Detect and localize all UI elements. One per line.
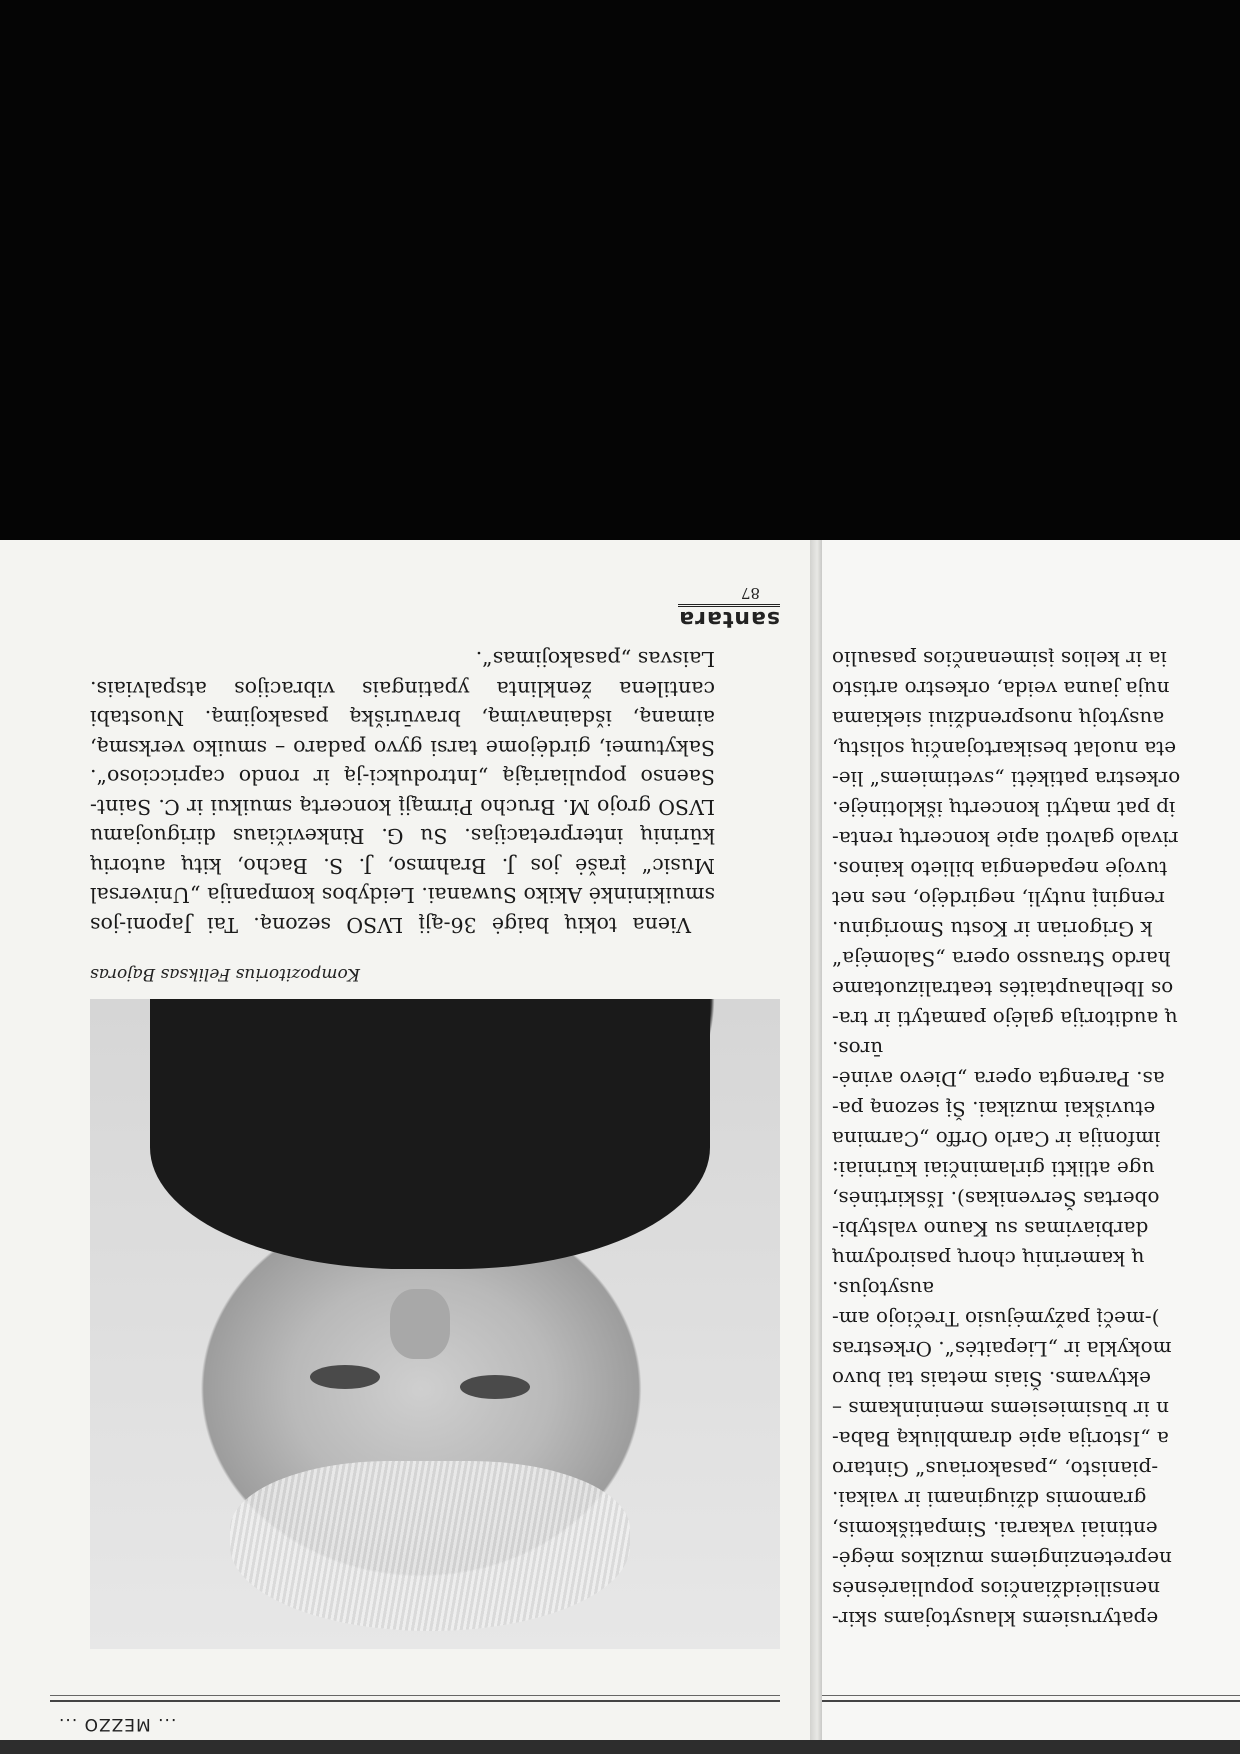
text-line: nensilieidžiančios populiarėsnės <box>832 1577 1160 1601</box>
text-line: ip pat matyti koncertų išklotinėje. <box>832 797 1176 821</box>
text-line: os Ibelhauptaitės teatralizuotame <box>832 977 1174 1001</box>
text-line: ų auditorija galėjo pamatyti ir tra- <box>832 1007 1178 1031</box>
magazine-logo: santara <box>678 606 780 631</box>
text-line: ia ir kelios įsimenančios pasaulio <box>832 647 1167 671</box>
text-line: ausytojus. <box>832 1277 935 1301</box>
book-spread-rotated <box>0 540 1240 1754</box>
running-header: ... MEZZO ... <box>58 1714 177 1734</box>
text-line: uge atlikti girlaminčiai kūriniai: <box>832 1157 1155 1181</box>
photo-eye-detail <box>310 1365 380 1389</box>
page-number: 87 <box>740 584 760 602</box>
book-gutter <box>810 540 822 1754</box>
composer-photo <box>90 999 780 1649</box>
article-body <box>90 644 715 939</box>
text-line: ų kamerinių chorų pasirodymų <box>832 1247 1145 1271</box>
text-line: darbiavimas su Kauno valstybi- <box>832 1217 1149 1241</box>
text-line: -pianisto, „pasakoriaus“ Gintaro <box>832 1457 1159 1481</box>
text-line: epatyrusiems klausytojams skir- <box>832 1607 1159 1631</box>
scanner-background <box>0 0 1240 540</box>
text-line: )-mečį pažymėjusio Trečiojo am- <box>832 1307 1160 1331</box>
text-line: ektyvams. Šiais metais tai buvo <box>832 1367 1152 1391</box>
photo-hair-detail <box>230 1461 630 1631</box>
body-paragraph: Viena tokių baigė 36-ąjį LVSO sezoną. Tai Japoni-jos smuikininkė Akiko Suwanai. Leidybos kompanija „Universal Music“ įrašė jos J. Brahmso, J. S. Bacho, kitų autorių kūrinių interpretacijas. Su G. Rinkevičiaus diriguojamu LVSO grojo M. Brucho Pirmąjį koncertą smuikui ir C. Saint-Saenso populiariąją „Introdukci-ją ir rondo capriccioso“. Sakytumei, girdėjome tarsi gyvo padaro – smuiko verksmą, aimaną, išdainavimą, bravūrišką pasakojimą. Nuostabi cantilena ženklinta ypatingais vibracijos atspalviais. Laisvas „pasakojimas“. <box>90 647 715 937</box>
text-line: a „Istorija apie drambliuką Baba- <box>832 1427 1169 1451</box>
text-line: ausytojų nuosprendžiui siekiama <box>832 707 1165 731</box>
text-line: imfonija ir Carlo Orffo „Carmina <box>832 1127 1161 1151</box>
photo-cap-detail <box>150 999 710 1269</box>
text-line: k Grigorian ir Kostu Smoriginu. <box>832 917 1153 941</box>
text-line: ūros. <box>832 1037 884 1061</box>
scanner-edge <box>0 1740 1240 1754</box>
text-line: orkestra patikėti „svetimiems“ lie- <box>832 767 1181 791</box>
photo-caption: Kompozitorius Feliksas Bajoras <box>90 964 361 984</box>
text-line: entiniai vakarai. Simpatiškomis, <box>832 1517 1158 1541</box>
header-rule <box>50 1700 780 1702</box>
text-line: mokykla ir „Liepaitės“. Orkestras <box>832 1337 1172 1361</box>
text-line: obertas Šervenikas). Išskirtinės, <box>832 1187 1160 1211</box>
text-line: as. Parengta opera „Dievo avinė- <box>832 1067 1165 1091</box>
page-86-body-text <box>832 644 1240 1634</box>
text-line: eta nuolat besikartojančių solistų, <box>832 737 1177 761</box>
text-line: n ir būsimiesiems menininkams – <box>832 1397 1170 1421</box>
text-line: renginį nutyli, negirdėjo, nes net <box>832 887 1165 911</box>
photo-nose-detail <box>390 1289 450 1359</box>
page-86-partial <box>822 540 1240 1754</box>
photo-eye-detail <box>460 1375 530 1399</box>
header-rule-secondary <box>822 1695 1240 1696</box>
text-line: rivalo galvoti apie koncertų renta- <box>832 827 1179 851</box>
text-line: gramomis džiuginami ir vaikai. <box>832 1487 1147 1511</box>
header-rule <box>822 1700 1240 1702</box>
page-87 <box>0 540 810 1754</box>
header-rule-secondary <box>50 1695 780 1696</box>
text-line: tuvoje nepadengia bilieto kainos. <box>832 857 1168 881</box>
text-line: nuja jauna veida, orkestro artisto <box>832 677 1170 701</box>
text-line: hardo Strausso opera „Salomėja“ <box>832 947 1171 971</box>
text-line: etuviškai muzikai. Šį sezoną pa- <box>832 1097 1156 1121</box>
text-line: nepretenzingiems muzikos mėgė- <box>832 1547 1172 1571</box>
